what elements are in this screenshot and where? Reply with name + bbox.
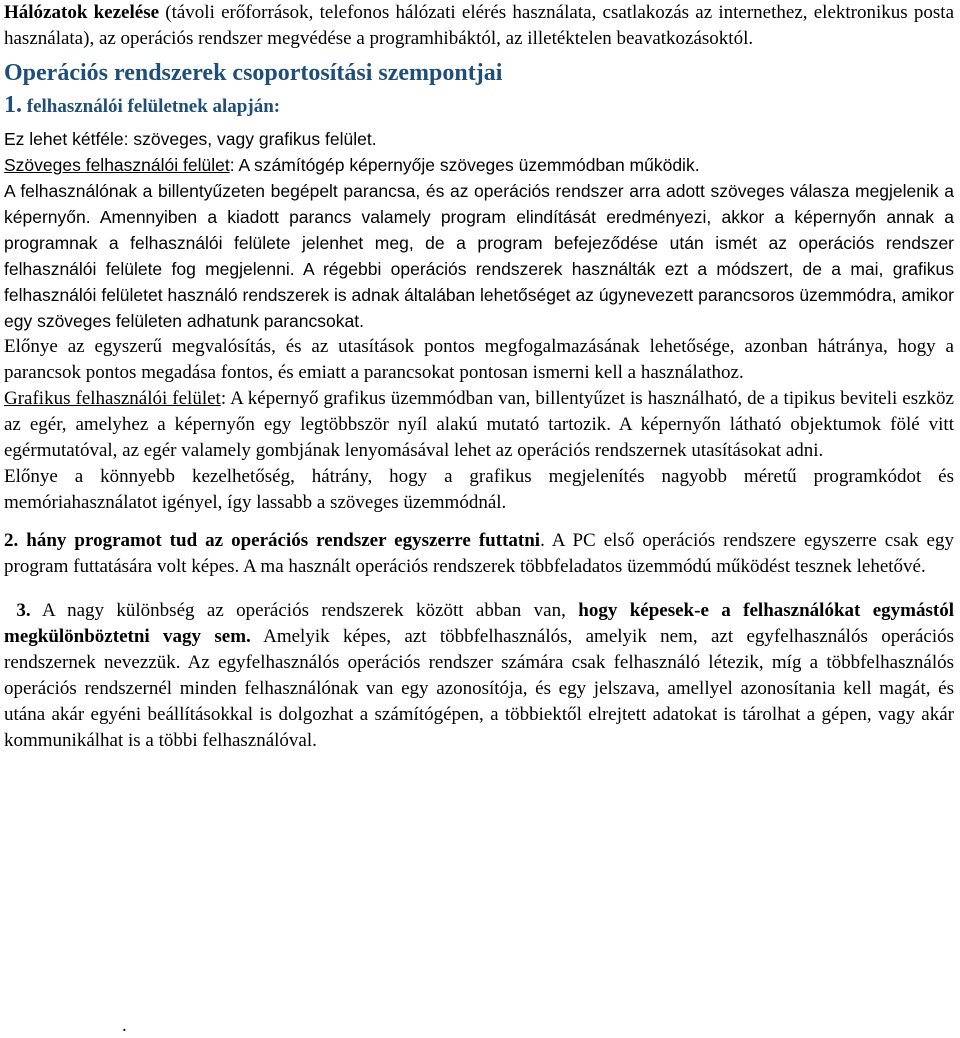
text-ui-sentence: A számítógép képernyője szöveges üzemmódban működik. bbox=[234, 155, 700, 175]
section1-number: 1. bbox=[4, 92, 22, 118]
gui-pros: Előnye a könnyebb kezelhetőség, hátrány, hogy a grafikus megjelenítés nagyobb méretű programkódot és memóriahasználatot igényel, így lassabb a szöveges üzemmódnál. bbox=[4, 466, 954, 513]
section2-bold: 2. hány programot tud az operációs rendszer egyszerre futtatni bbox=[4, 530, 541, 551]
text-ui-colon: : bbox=[229, 155, 235, 175]
document-page bbox=[4, 0, 954, 754]
section2-text: . A PC első operációs rendszere egyszerre csak egy program futtatására volt képes. A ma használt operációs rendszerek többfeladatos üzemmódú működést tesznek lehetővé. bbox=[4, 530, 954, 577]
gui-body: A képernyő grafikus üzemmódban van, billentyűzet is használható, de a tipikus beviteli eszköz az egér, amelyhez a képernyőn egy legtöbbször nyíl alakú mutató tartozik. A képernyőn látható objektumok fölé vitt egérmutatóval, az egér valamely gombjának lenyomásával lehet az operációs rendszernek utasításokat adni. bbox=[4, 388, 954, 461]
section1-body bbox=[4, 126, 954, 334]
section1-lead: Ez lehet kétféle: szöveges, vagy grafikus felület. bbox=[4, 129, 377, 149]
intro-text: (távoli erőforrások, telefonos hálózati elérés használata, csatlakozás az internethez, elektronikus posta használata), az operációs rendszer megvédése a programhibáktól, az illetéktelen beavatkozásoktól. bbox=[4, 2, 954, 49]
section1-title: felhasználói felületnek alapján: bbox=[22, 96, 281, 117]
page-heading: Operációs rendszerek csoportosítási szempontjai bbox=[4, 60, 503, 86]
section2-paragraph bbox=[4, 528, 954, 580]
gui-paragraph bbox=[4, 386, 954, 464]
section3-number: 3. bbox=[16, 600, 31, 621]
section3-paragraph bbox=[4, 598, 954, 754]
gui-term: Grafikus felhasználói felület bbox=[4, 388, 221, 409]
intro-paragraph bbox=[4, 0, 954, 52]
section3-lead: A nagy különbség az operációs rendszerek között abban van, bbox=[30, 600, 579, 621]
section3-bold: hogy képesek-e a felhasználókat egymástól megkülönböztetni vagy sem. bbox=[4, 600, 955, 647]
text-ui-term: Szöveges felhasználói felület bbox=[4, 155, 230, 175]
text-ui-body: A felhasználónak a billentyűzeten begépelt parancsa, és az operációs rendszer arra adott szöveges válasza megjelenik a képernyőn. Amennyiben a kiadott parancs valamely program elindítását eredményezi, akkor a képernyőn annak a programnak a felhasználói felülete jelenhet meg, de a program befejeződése után ismét az operációs rendszer felhasználói felülete fog megjelenni. A régebbi operációs rendszerek használták ezt a módszert, de a mai, grafikus felhasználói felületet használó rendszerek is adnak általában lehetőséget az úgynevezett parancsoros üzemmódra, amikor egy szöveges felületen adhatunk parancsokat. bbox=[4, 181, 954, 331]
intro-term: Hálózatok kezelése bbox=[4, 2, 160, 23]
text-ui-pros: Előnye az egyszerű megvalósítás, és az utasítások pontos megfogalmazásának lehetősége, azonban hátránya, hogy a parancsok pontos megadása fontos, és emiatt a parancsokat pontosan ismerni kell a használathoz. bbox=[4, 336, 954, 383]
footer-mark: . bbox=[122, 1015, 127, 1036]
text-ui-line bbox=[4, 152, 954, 178]
section1-heading bbox=[4, 90, 954, 122]
gui-colon: : bbox=[220, 388, 227, 409]
section3-text: Amelyik képes, azt többfelhasználós, amelyik nem, azt egyfelhasználós operációs rendszernek nevezzük. Az egyfelhasználós operációs rendszer számára csak felhasználó létezik, míg a többfelhasználós operációs rendszernél minden felhasználónak van egy azonosítója, és egy jelszava, amellyel azonosítania kell magát, és utána akár egyéni beállításokkal is dolgozhat a számítógépen, a többiektől elrejtett adatokat is tárolhat a gépen, vagy akár kommunikálhat is a többi felhasználóval. bbox=[4, 626, 954, 751]
